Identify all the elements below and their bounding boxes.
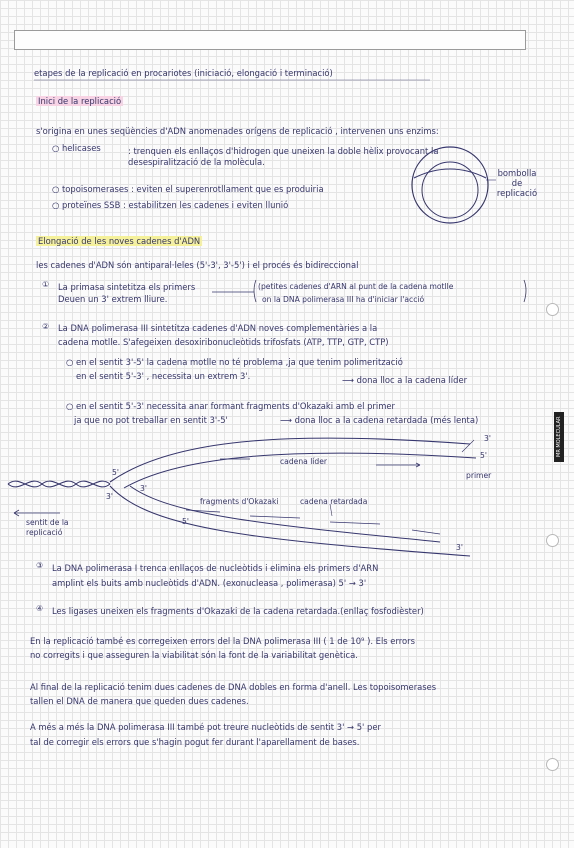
step-number-1: ①	[42, 280, 50, 289]
correction-text2: no corregits i que asseguren la viabilitat són la font de la variabilitat genètica.	[30, 650, 358, 660]
lagging-result: ⟶ dona lloc a la cadena retardada (més lenta)	[280, 415, 479, 425]
polIII-text: La DNA polimerasa III sintetitza cadenes d'ADN noves complementàries a la	[58, 323, 378, 333]
lagging-text: ○ en el sentit 5'-3' necessita anar formant fragments d'Okazaki amb el primer	[66, 401, 395, 411]
diagram-label-3: 3'	[484, 434, 491, 443]
lagging-text2: ja que no pot treballar en sentit 3'-5'	[74, 415, 228, 425]
diagram-label-3: 3'	[140, 484, 147, 493]
primer-definition: (petites cadenes d'ARN al punt de la cadena motlle	[258, 282, 454, 291]
leading-text2: en el sentit 5'-3' , necessita un extrem 3'.	[76, 371, 251, 381]
bullet-ssb: ○ proteïnes SSB : estabilitzen les cadenes i eviten llunió	[52, 200, 289, 210]
brace	[254, 280, 256, 302]
step-number-2: ②	[42, 322, 50, 331]
diagram-label-5: 5'	[112, 468, 119, 477]
primer-label: primer	[466, 471, 492, 480]
section2-intro: les cadenes d'ADN són antiparal·leles (5'-3', 3'-5') i el procés és bidireccional	[36, 260, 359, 270]
proofreading-text: A més a més la DNA polimerasa III també pot treure nucleòtids de sentit 3' → 5' per	[30, 722, 381, 732]
okazaki-label: fragments d'Okazaki	[200, 497, 279, 506]
section2-heading: Elongació de les noves cadenes d'ADN	[38, 236, 201, 246]
replication-bubble	[412, 147, 488, 223]
brace	[524, 280, 526, 302]
bullet-helicases: ○ helicases	[52, 143, 101, 153]
polI-text: La DNA polimerasa I trenca enllaços de nucleòtids i elimina els primers d'ARN	[52, 563, 379, 573]
leading-text: ○ en el sentit 3'-5' la cadena motlle no té problema ,ja que tenim polimerització	[66, 357, 403, 367]
diagram-label-3: 3'	[456, 543, 463, 552]
bullet-helicases-text2: desespiralització de la molècula.	[128, 157, 265, 167]
page-title: etapes de la replicació en procariotes (iniciació, elongació i terminació)	[34, 68, 333, 78]
step-number-3: ③	[36, 561, 44, 570]
replication-fork	[8, 438, 476, 556]
diagram-label-5: 5'	[182, 517, 189, 526]
primase-text: La primasa sintetitza els primers	[58, 282, 196, 292]
leading-strand-label: cadena líder	[280, 457, 328, 466]
section1-intro: s'origina en unes seqüències d'ADN anomenades orígens de replicació , intervenen uns enzims:	[36, 126, 439, 136]
section1-heading: Inici de la replicació	[38, 96, 122, 106]
bullet-topoisomerases: ○ topoisomerases : eviten el superenrotllament que es produiria	[52, 184, 324, 194]
lagging-strand-label: cadena retardada	[300, 497, 368, 506]
correction-text: En la replicació també es corregeixen errors del la DNA polimerasa III ( 1 de 10⁹ ). Els errors	[30, 636, 415, 646]
bubble-label: bombolla de replicació	[496, 168, 538, 198]
direction-label: sentit de la replicació	[26, 518, 69, 537]
bullet-helicases-text: : trenquen els enllaços d'hidrogen que uneixen la doble hèlix provocant la	[128, 146, 439, 156]
polI-text2: amplint els buits amb nucleòtids d'ADN. (exonucleasa , polimerasa) 5' → 3'	[52, 578, 367, 588]
proofreading-text2: tal de corregir els errors que s'hagin pogut fer durant l'aparellament de bases.	[30, 737, 360, 747]
primase-text2: Deuen un 3' extrem lliure.	[58, 294, 168, 304]
polIII-text2: cadena motlle. S'afegeixen desoxiribonucleòtids trifosfats (ATP, TTP, GTP, CTP)	[58, 337, 389, 347]
final-text: Al final de la replicació tenim dues cadenes de DNA dobles en forma d'anell. Les topoisomerases	[30, 682, 437, 692]
leading-result: ⟶ dona lloc a la cadena líder	[342, 375, 468, 385]
step-number-4: ④	[36, 604, 44, 613]
ligase-text: Les ligases uneixen els fragments d'Okazaki de la cadena retardada.(enllaç fosfodièster)	[52, 606, 424, 616]
final-text2: tallen el DNA de manera que queden dues cadenes.	[30, 696, 249, 706]
primer-definition2: on la DNA polimerasa III ha d'iniciar l'acció	[262, 295, 425, 304]
diagram-label-3: 3'	[106, 492, 113, 501]
side-tab: MR MOLECULAR	[554, 412, 564, 462]
diagram-label-5: 5'	[480, 451, 487, 460]
